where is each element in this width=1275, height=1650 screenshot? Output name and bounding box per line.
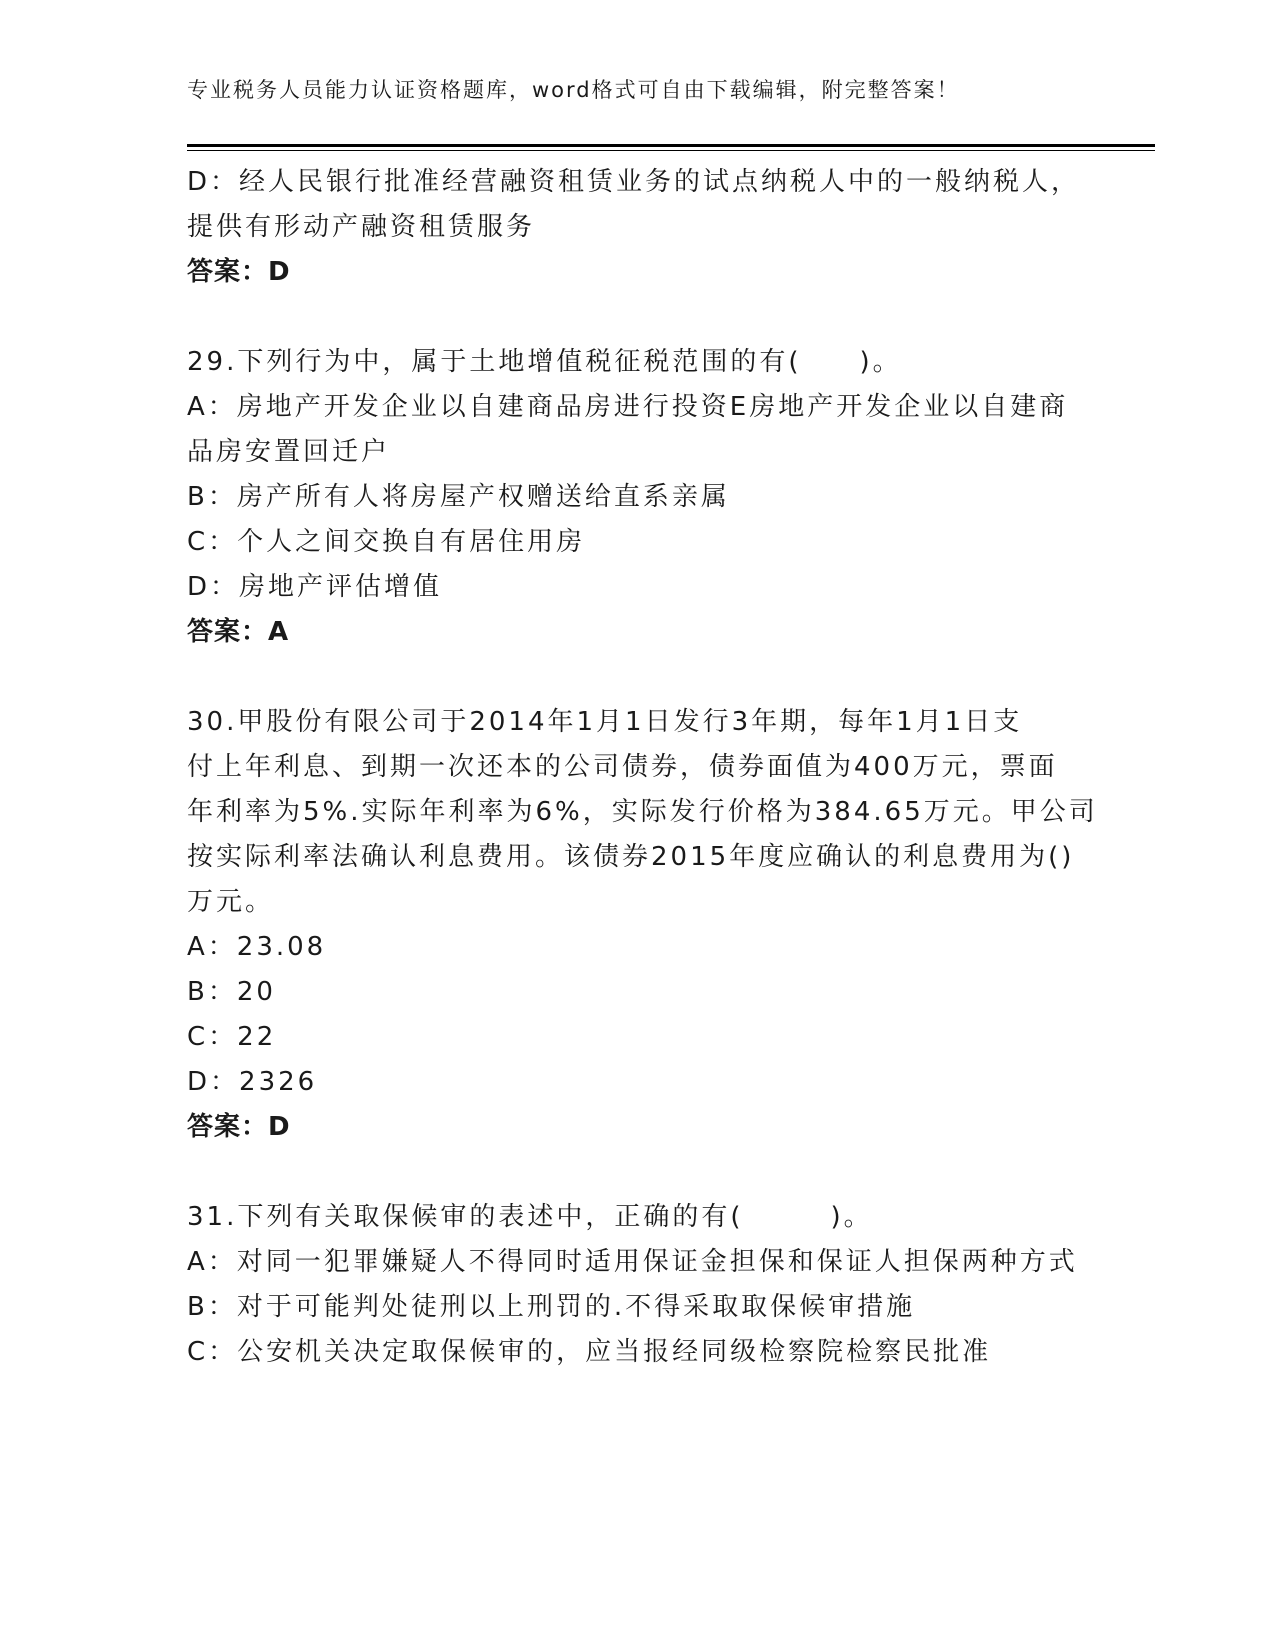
question-stem: 30.甲股份有限公司于2014年1月1日发行3年期，每年1月1日支 <box>187 707 1023 737</box>
spacer <box>187 295 1077 340</box>
answer-line: 答案：A <box>187 617 290 647</box>
question-block-31 <box>187 1195 1077 1375</box>
option-line: D：房地产评估增值 <box>187 572 443 602</box>
option-line: C：公安机关决定取保候审的，应当报经同级检察院检察民批准 <box>187 1337 992 1367</box>
option-line: A：23.08 <box>187 932 327 962</box>
question-stem: 按实际利率法确认利息费用。该债券2015年度应确认的利息费用为() <box>187 842 1075 872</box>
question-stem: 31.下列有关取保候审的表述中，正确的有( )。 <box>187 1202 873 1232</box>
answer-line: 答案：D <box>187 257 291 287</box>
option-line: 提供有形动产融资租赁服务 <box>187 212 536 242</box>
question-block-30 <box>187 700 1098 1150</box>
option-line: B：对于可能判处徒刑以上刑罚的.不得采取取保候审措施 <box>187 1292 916 1322</box>
question-stem: 29.下列行为中，属于土地增值税征税范围的有( )。 <box>187 347 902 377</box>
option-line: B：房产所有人将房屋产权赠送给直系亲属 <box>187 482 730 512</box>
option-line: B：20 <box>187 977 276 1007</box>
question-content <box>187 160 1098 1375</box>
question-stem: 万元。 <box>187 887 275 917</box>
question-stem: 付上年利息、到期一次还本的公司债券，债券面值为400万元，票面 <box>187 752 1058 782</box>
answer-line: 答案：D <box>187 1112 291 1142</box>
header-rule-thick <box>187 144 1155 147</box>
spacer <box>187 1150 1077 1195</box>
question-block-28 <box>187 160 1081 295</box>
option-line: D：经人民银行批准经营融资租赁业务的试点纳税人中的一般纳税人， <box>187 167 1081 197</box>
option-line: C：个人之间交换自有居住用房 <box>187 527 586 557</box>
header-rule-thin <box>187 150 1155 151</box>
option-line: C：22 <box>187 1022 277 1052</box>
question-stem: 年利率为5%.实际年利率为6%，实际发行价格为384.65万元。甲公司 <box>187 797 1098 827</box>
option-line: D：2326 <box>187 1067 318 1097</box>
option-line: 品房安置回迁户 <box>187 437 391 467</box>
option-line: A：房地产开发企业以自建商品房进行投资E房地产开发企业以自建商 <box>187 392 1069 422</box>
spacer <box>187 655 1077 700</box>
option-line: A：对同一犯罪嫌疑人不得同时适用保证金担保和保证人担保两种方式 <box>187 1247 1078 1277</box>
question-block-29 <box>187 340 1077 655</box>
page-header: 专业税务人员能力认证资格题库，word格式可自由下载编辑，附完整答案！ <box>187 78 960 102</box>
